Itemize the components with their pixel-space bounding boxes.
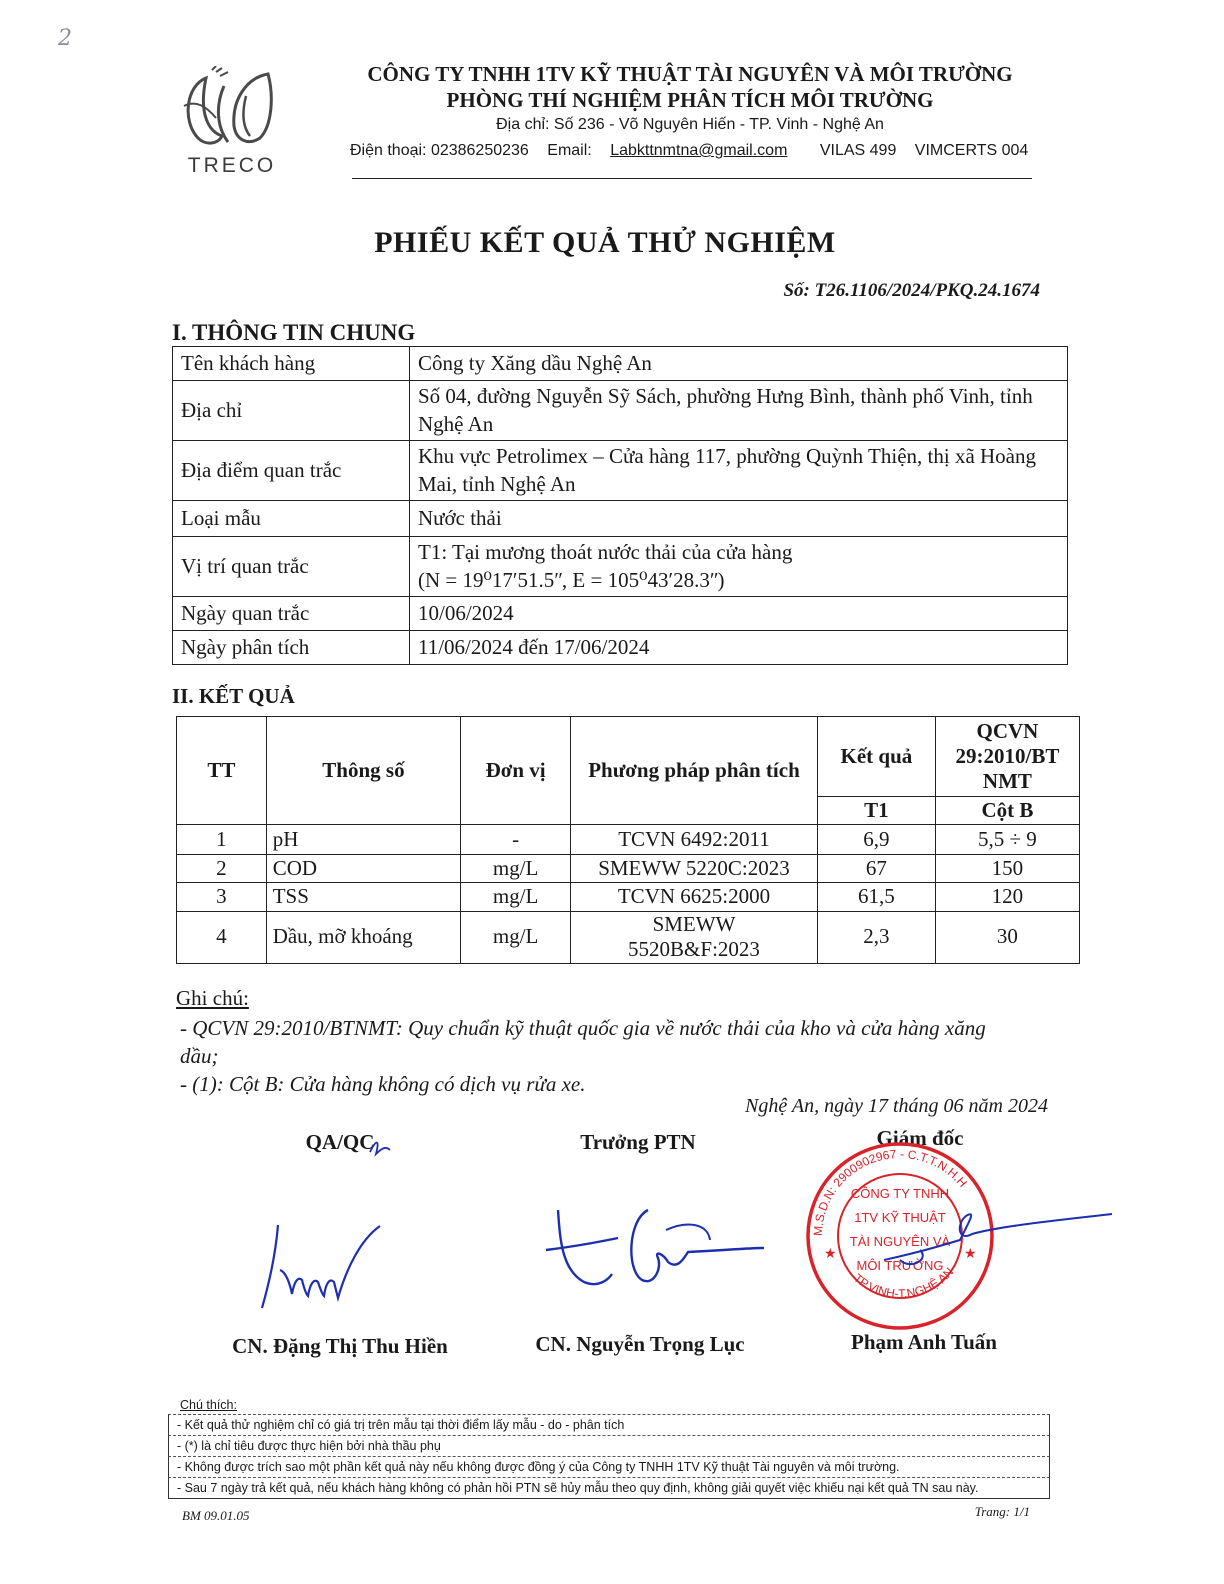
signer-name-lab-head: CN. Nguyễn Trọng Lục <box>535 1332 745 1356</box>
header-result: Kết quả <box>817 717 935 797</box>
results-header-row <box>177 717 1080 797</box>
info-row <box>173 381 1068 441</box>
vimcerts-code: VIMCERTS 004 <box>914 142 1029 159</box>
signer-name-qaqc: CN. Đặng Thị Thu Hiền <box>232 1334 448 1358</box>
page-number: Trang: 1/1 <box>974 1504 1030 1519</box>
legend-box <box>168 1398 1050 1499</box>
info-label: Tên khách hàng <box>173 347 410 381</box>
header-method: Phương pháp phân tích <box>571 717 818 825</box>
legend-item: - Không được trích sao một phần kết quả này nếu không được đồng ý của Công ty TNHH 1TV Kỹ thuật Tài nguyên và môi trường. <box>168 1456 1050 1477</box>
table-row <box>177 825 1080 855</box>
leaf-logo-icon <box>176 66 288 156</box>
handwritten-page-mark: 2 <box>58 26 72 51</box>
document-number: Số: T26.1106/2024/PKQ.24.1674 <box>783 280 1040 301</box>
info-row <box>173 347 1068 381</box>
cell-method: SMEWW 5520B&F:2023 <box>571 911 818 963</box>
company-name: CÔNG TY TNHH 1TV KỸ THUẬT TÀI NGUYÊN VÀ MÔI TRƯỜNG <box>367 62 1013 86</box>
info-row <box>173 597 1068 631</box>
stamp-star-icon: ★ <box>964 1247 977 1262</box>
stamp-outer-bottom-text: TP.VINH-T.NGHỆ AN <box>850 1264 957 1301</box>
note-line: - (1): Cột B: Cửa hàng không có dịch vụ rửa xe. <box>180 1072 586 1096</box>
info-coordinates: (N = 19⁰17ʹ51.5ʺ, E = 105⁰43ʹ28.3ʺ) <box>418 567 725 592</box>
info-label: Địa chỉ <box>173 381 410 441</box>
phone-text: Điện thoại: 02386250236 <box>350 142 529 159</box>
cell-unit: mg/L <box>461 911 571 963</box>
cell-parameter: TSS <box>266 883 461 911</box>
stamp-line: 1TV KỸ THUẬT <box>854 1210 946 1225</box>
cell-parameter: COD <box>266 855 461 883</box>
header-result-sample: T1 <box>817 797 935 825</box>
signature-role-lab-head: Trưởng PTN <box>580 1130 696 1154</box>
info-label: Vị trí quan trắc <box>173 537 410 597</box>
info-value: T1: Tại mương thoát nước thải của cửa hàng <box>418 540 793 565</box>
table-row <box>177 855 1080 883</box>
lab-name: PHÒNG THÍ NGHIỆM PHÂN TÍCH MÔI TRƯỜNG <box>446 88 934 112</box>
document-title: PHIẾU KẾT QUẢ THỬ NGHIỆM <box>374 226 836 259</box>
handwritten-signature-lab-head <box>538 1190 768 1300</box>
legend-item: - (*) là chỉ tiêu được thực hiện bởi nhà thầu phụ <box>168 1435 1050 1456</box>
info-row <box>173 501 1068 537</box>
cell-limit: 150 <box>935 855 1079 883</box>
section-results-title: II. KẾT QUẢ <box>172 684 295 708</box>
cell-tt: 2 <box>177 855 267 883</box>
logo-wordmark: TRECO <box>187 154 277 177</box>
cell-result: 61,5 <box>817 883 935 911</box>
cell-method: TCVN 6492:2011 <box>571 825 818 855</box>
info-label: Ngày phân tích <box>173 631 410 665</box>
stamp-outer-top-text: M.S.D.N: 2900902967 - C.T.T.N.H.H <box>810 1146 970 1237</box>
contact-line <box>350 142 1050 160</box>
header-standard: QCVN 29:2010/BT NMT <box>935 717 1079 797</box>
notes-title: Ghi chú: <box>176 986 249 1010</box>
cell-unit: mg/L <box>461 883 571 911</box>
cell-tt: 4 <box>177 911 267 963</box>
stamp-star-icon: ★ <box>824 1247 837 1262</box>
email-label: Email: <box>547 142 592 159</box>
info-label: Địa điểm quan trắc <box>173 441 410 501</box>
table-row <box>177 911 1080 963</box>
signature-role-director: Giám đốc <box>876 1126 964 1150</box>
cell-limit: 30 <box>935 911 1079 963</box>
info-row <box>173 537 1068 597</box>
form-code: BM 09.01.05 <box>182 1508 250 1523</box>
place-and-date: Nghệ An, ngày 17 tháng 06 năm 2024 <box>745 1095 1048 1117</box>
header-standard-column: Cột B <box>935 797 1079 825</box>
info-row <box>173 441 1068 501</box>
cell-method: TCVN 6625:2000 <box>571 883 818 911</box>
cell-method: SMEWW 5220C:2023 <box>571 855 818 883</box>
header-tt: TT <box>177 717 267 825</box>
cell-result: 67 <box>817 855 935 883</box>
section-general-info-title: I. THÔNG TIN CHUNG <box>172 320 416 345</box>
cell-parameter: Dầu, mỡ khoáng <box>266 911 461 963</box>
cell-result: 2,3 <box>817 911 935 963</box>
header-divider <box>352 178 1032 179</box>
info-value-block <box>410 537 1068 597</box>
note-line: - QCVN 29:2010/BTNMT: Quy chuẩn kỹ thuật quốc gia về nước thải của kho và cửa hàng xăng dầu; <box>180 1016 986 1069</box>
cell-limit: 5,5 ÷ 9 <box>935 825 1079 855</box>
cell-tt: 1 <box>177 825 267 855</box>
info-value: 10/06/2024 <box>410 597 1068 631</box>
info-value: Công ty Xăng dầu Nghệ An <box>410 347 1068 381</box>
info-label: Loại mẫu <box>173 501 410 537</box>
general-info-table <box>172 346 1068 665</box>
cell-parameter: pH <box>266 825 461 855</box>
stamp-line: MÔI TRƯỜNG <box>856 1258 944 1273</box>
handwritten-signature-qaqc <box>250 1210 390 1320</box>
info-value: Khu vực Petrolimex – Cửa hàng 117, phường Quỳnh Thiện, thị xã Hoàng Mai, tỉnh Nghệ An <box>410 441 1068 501</box>
cell-limit: 120 <box>935 883 1079 911</box>
initials-mark <box>366 1134 396 1158</box>
results-table <box>176 716 1080 964</box>
header-unit: Đơn vị <box>461 717 571 825</box>
handwritten-signature-director <box>880 1190 1120 1280</box>
company-address: Địa chỉ: Số 236 - Võ Nguyên Hiến - TP. Vinh - Nghệ An <box>496 116 884 133</box>
vilas-code: VILAS 499 <box>819 142 897 159</box>
legend-item: - Kết quả thử nghiệm chỉ có giá trị trên mẫu tại thời điểm lấy mẫu - do - phân tích <box>168 1414 1050 1435</box>
cell-unit: - <box>461 825 571 855</box>
header-parameter: Thông số <box>266 717 461 825</box>
info-value: Nước thải <box>410 501 1068 537</box>
legend-item: - Sau 7 ngày trả kết quả, nếu khách hàng không có phản hồi PTN sẽ hủy mẫu theo quy định, không giải quyết việc khiếu nại kết quả TN sau này. <box>168 1477 1050 1499</box>
info-label: Ngày quan trắc <box>173 597 410 631</box>
cell-result: 6,9 <box>817 825 935 855</box>
table-row <box>177 883 1080 911</box>
email-link[interactable]: Labkttnmtna@gmail.com <box>610 142 788 159</box>
signature-role-qaqc: QA/QC <box>305 1130 375 1154</box>
info-value: Số 04, đường Nguyễn Sỹ Sách, phường Hưng Bình, thành phố Vinh, tỉnh Nghệ An <box>410 381 1068 441</box>
signer-name-director: Phạm Anh Tuấn <box>851 1330 997 1354</box>
company-logo <box>176 66 288 182</box>
legend-title: Chú thích: <box>180 1398 237 1412</box>
stamp-line: TÀI NGUYÊN VÀ <box>849 1234 951 1249</box>
cell-unit: mg/L <box>461 855 571 883</box>
stamp-line: CÔNG TY TNHH <box>850 1186 950 1201</box>
info-row <box>173 631 1068 665</box>
info-value: 11/06/2024 đến 17/06/2024 <box>410 631 1068 665</box>
cell-tt: 3 <box>177 883 267 911</box>
